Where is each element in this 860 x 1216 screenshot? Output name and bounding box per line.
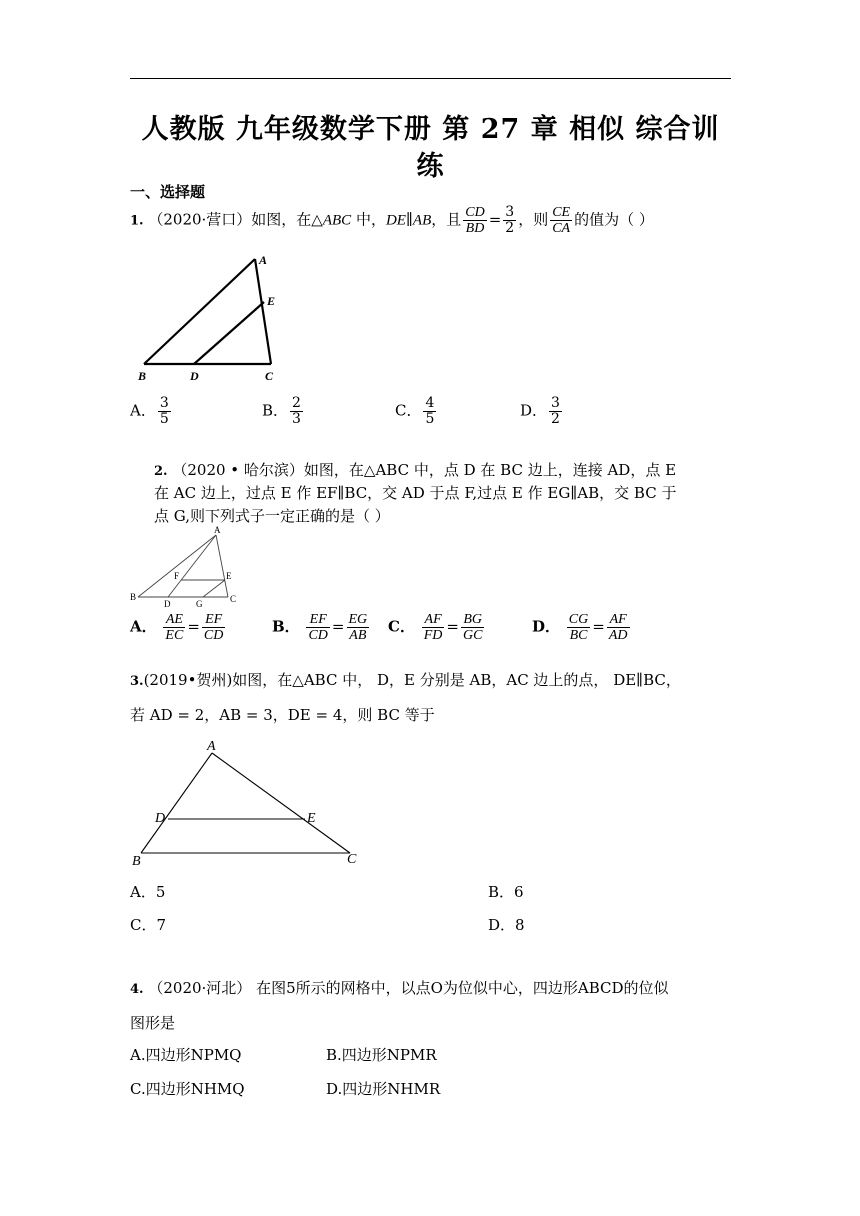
q3-triangle-figure — [128, 736, 368, 870]
q3-label-e: E — [307, 811, 316, 826]
q1-option-a[interactable]: A． $\frac{3}{5}$ — [130, 395, 169, 427]
q1-option-d-fraction: $\frac{3}{2}$ — [551, 395, 560, 427]
q1-text-mid2: ，且 — [431, 210, 462, 229]
q2-triangle-figure — [128, 526, 248, 610]
q1-option-d[interactable]: D． $\frac{3}{2}$ — [520, 395, 560, 427]
q1-label-b: B — [138, 369, 147, 383]
q3-label-c: C — [347, 852, 357, 867]
q2-number: 2. — [154, 464, 168, 479]
q1-parallel: ∥ — [405, 210, 413, 229]
q2-label-b: B — [130, 592, 137, 602]
q3-stem-line1: 3.(2019•贺州)如图，在△ABC 中， D，E 分别是 AB，AC 边上的点， DE∥BC， — [130, 671, 681, 689]
q2-option-a[interactable]: A． $\frac{AE}{EC}$ = $\frac{EF}{CD}$ — [130, 612, 224, 643]
q1-text-mid3: ，则 — [518, 210, 549, 229]
q4-option-d[interactable]: D.四边形NHMR — [326, 1080, 441, 1098]
q4-option-c[interactable]: C.四边形NHMQ — [130, 1080, 245, 1098]
section-heading: 一、选择题 — [130, 183, 206, 201]
q1-text-pre: （2020·营口）如图，在△ — [148, 210, 323, 229]
q3-option-a[interactable]: A．5 — [130, 883, 166, 901]
q1-triangle-figure — [130, 250, 290, 385]
q1-ab: AB — [412, 212, 432, 229]
q3-label-a: A — [207, 739, 216, 754]
q1-label-e: E — [267, 294, 276, 308]
q1-label-a: A — [259, 253, 268, 267]
q3-label-b: B — [132, 854, 141, 869]
q1-option-c[interactable]: C． $\frac{4}{5}$ — [395, 395, 435, 427]
q4-stem-line2: 图形是 — [130, 1014, 176, 1032]
q2-label-e: E — [226, 571, 232, 581]
q4-option-b[interactable]: B.四边形NPMR — [326, 1046, 437, 1064]
q3-option-b[interactable]: B．6 — [488, 883, 524, 901]
q1-text-post: 的值为（ ） — [574, 210, 654, 229]
q1-label-d: D — [190, 369, 199, 383]
q2-label-d: D — [164, 599, 171, 609]
q3-label-d: D — [155, 811, 166, 826]
q2-option-d[interactable]: D． $\frac{CG}{BC}$ = $\frac{AF}{AD}$ — [532, 612, 628, 643]
q2-label-g: G — [196, 599, 203, 609]
q1-equals: = — [488, 210, 502, 229]
q1-option-c-fraction: $\frac{4}{5}$ — [425, 395, 435, 427]
q3-option-c[interactable]: C．7 — [130, 916, 167, 934]
q2-stem-line2: 在 AC 边上，过点 E 作 EF∥BC，交 AD 于点 F,过点 E 作 EG∥AB，交 BC 于 — [154, 484, 677, 502]
page-title-line1: 人教版 九年级数学下册 第 27 章 相似 综合训 — [141, 114, 720, 145]
q2-option-c[interactable]: C． $\frac{AF}{FD}$ = $\frac{BG}{GC}$ — [388, 612, 483, 643]
q1-label-c: C — [265, 369, 274, 383]
q1-option-b-fraction: $\frac{2}{3}$ — [292, 395, 301, 427]
q2-label-c: C — [230, 594, 237, 604]
q1-option-a-fraction: $\frac{3}{5}$ — [159, 395, 169, 427]
q1-stem — [130, 205, 654, 236]
q2-option-b[interactable]: B． $\frac{EF}{CD}$ = $\frac{EG}{AB}$ — [272, 612, 368, 643]
header-rule — [130, 78, 731, 79]
q4-option-a[interactable]: A.四边形NPMQ — [130, 1046, 242, 1064]
q3-option-d[interactable]: D．8 — [488, 916, 525, 934]
q2-stem-line3: 点 G,则下列式子一定正确的是（ ） — [154, 507, 390, 525]
q1-fraction-ce-ca: $\frac{CE}{CA}$ — [552, 205, 571, 236]
q3-number: 3. — [130, 674, 144, 689]
q2-label-a: A — [214, 526, 221, 535]
q1-option-b[interactable]: B． $\frac{2}{3}$ — [262, 395, 301, 427]
q1-text-mid1: 中， — [351, 210, 386, 229]
q1-de: DE — [385, 212, 406, 229]
q1-fraction-3-2: $\frac{3}{2}$ — [505, 204, 515, 236]
q2-stem-line1: 2. （2020 • 哈尔滨）如图，在△ABC 中，点 D 在 BC 边上，连接 AD，点 E — [154, 461, 677, 479]
q2-label-f: F — [174, 571, 180, 581]
q1-fraction-cd-bd: $\frac{CD}{BD}$ — [465, 205, 485, 236]
page-title-line2: 练 — [416, 151, 445, 182]
q1-abc: ABC — [322, 212, 352, 229]
q3-stem-line2: 若 AD = 2，AB = 3，DE = 4，则 BC 等于 — [130, 706, 435, 724]
q4-stem-line1: 4. （2020·河北） 在图5所示的网格中，以点O为位似中心，四边形ABCD的位似 — [130, 979, 669, 997]
q4-number: 4. — [130, 982, 144, 997]
q1-number: 1. — [130, 213, 144, 229]
